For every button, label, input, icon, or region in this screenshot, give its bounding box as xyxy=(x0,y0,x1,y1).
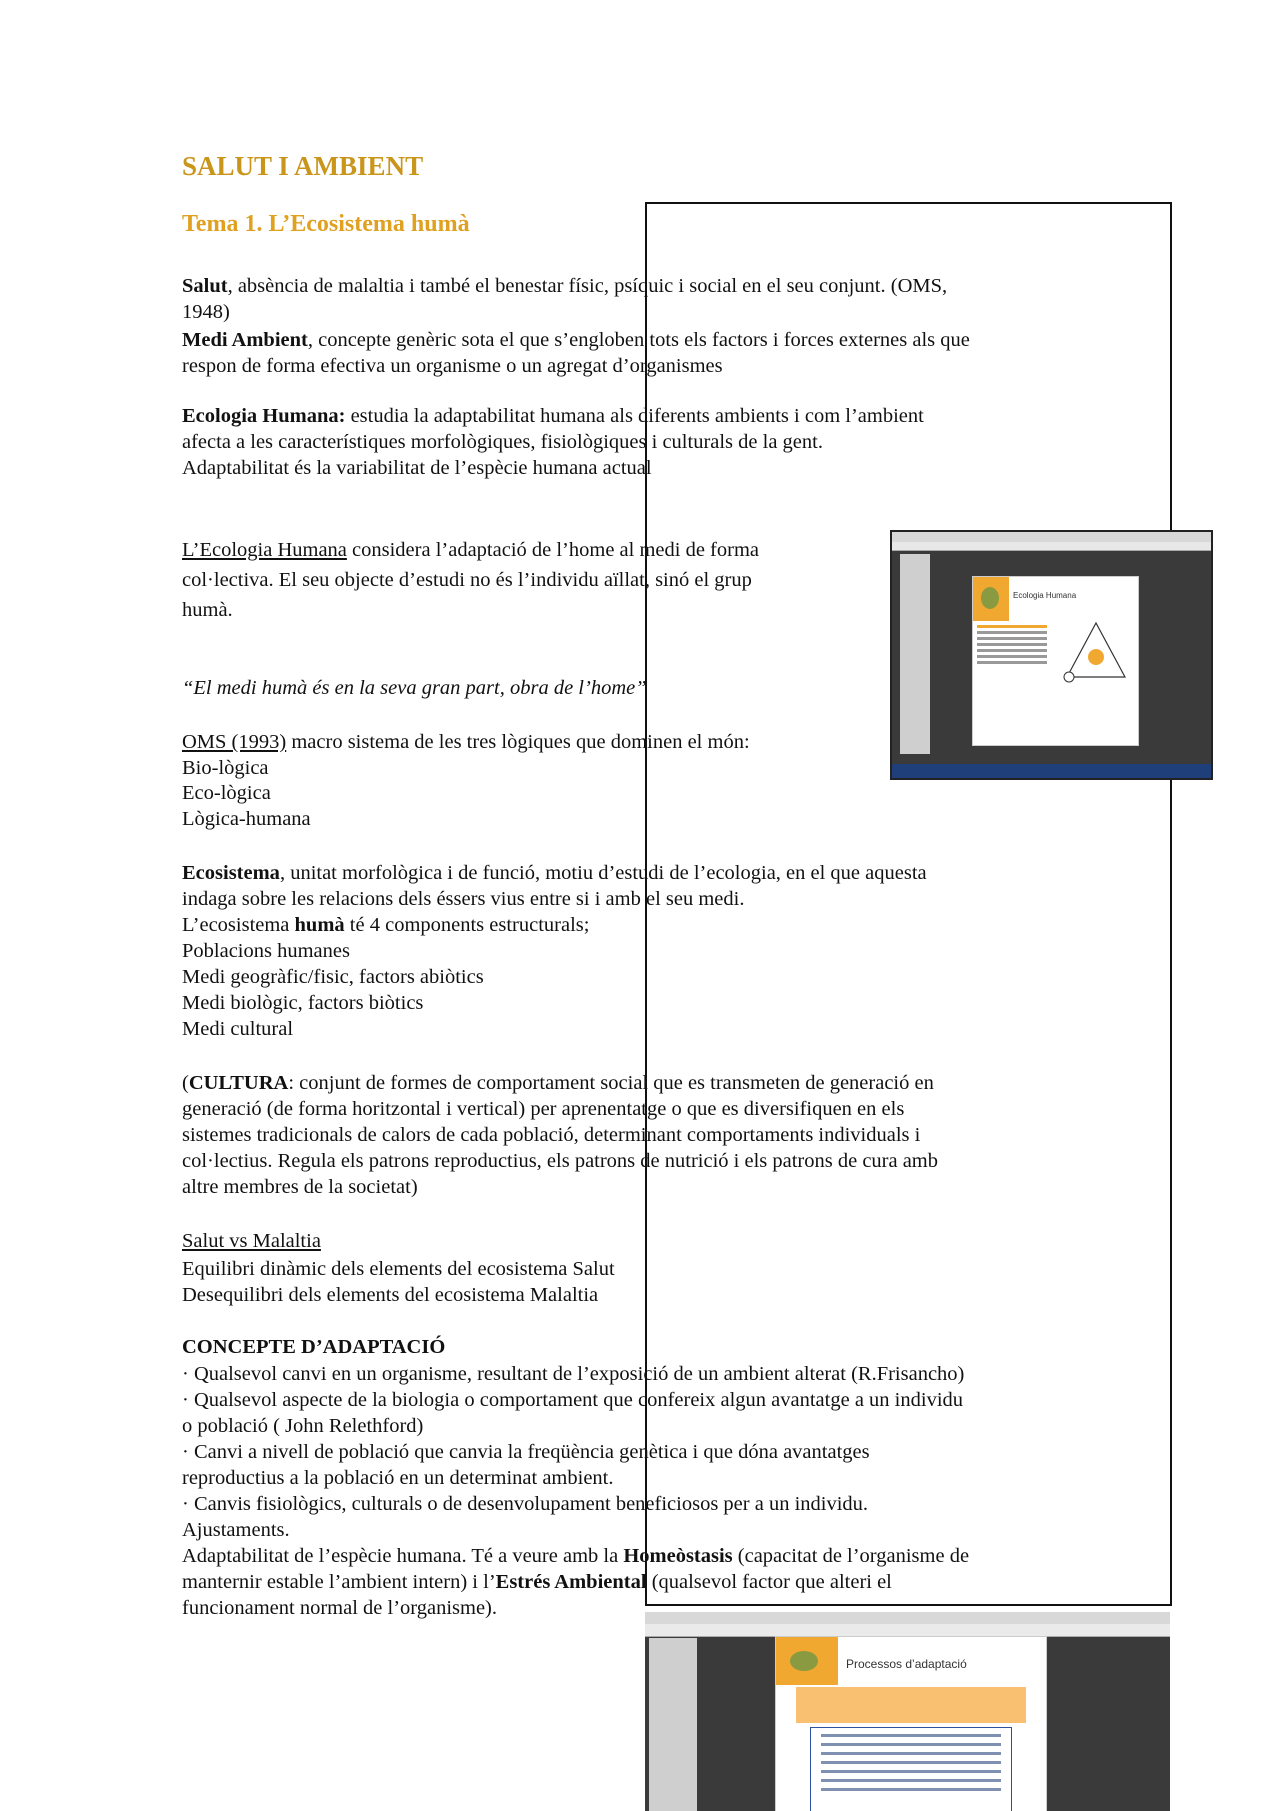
eco-term: Ecologia Humana: xyxy=(182,405,346,427)
oms-text: macro sistema de les tres lògiques que dominen el món: xyxy=(286,731,750,753)
ecosistema-huma-b: humà xyxy=(294,914,345,936)
lecologia-link[interactable]: L’Ecologia Humana xyxy=(182,539,347,561)
overlay-frame xyxy=(645,202,1172,1606)
cultura-text-4: col·lectius. Regula els patrons reproductius, els patrons de nutrició i els patrons de cura amb xyxy=(182,1150,939,1172)
oms-link[interactable]: OMS (1993) xyxy=(182,731,287,753)
salut-vs-malaltia-title: Salut vs Malaltia xyxy=(182,1230,321,1252)
slide-logo xyxy=(981,587,999,609)
homeostasis-term: Homeòstasis xyxy=(623,1545,733,1567)
salut-vs-malaltia-1: Equilibri dinàmic dels elements del ecosistema Salut xyxy=(182,1258,615,1280)
cultura-text: : conjunt de formes de comportament social que es transmeten de generació en xyxy=(288,1072,934,1094)
adaptacio-item: funcionament normal de l’organisme). xyxy=(182,1597,497,1619)
screenshot-menubar xyxy=(645,1612,1170,1624)
adaptacio-item: · Canvi a nivell de població que canvia la freqüència genètica i que dóna avantatges xyxy=(182,1441,870,1463)
screenshot-menubar xyxy=(892,532,1211,542)
adaptacio-item: · Canvis fisiològics, culturals o de desenvolupament beneficiosos per a un individu. xyxy=(182,1493,869,1515)
adaptacio-item: · Qualsevol canvi en un organisme, resultant de l’exposició de un ambient alterat (R.Frisancho) xyxy=(182,1363,965,1385)
salut-year: 1948) xyxy=(182,301,230,323)
screenshot-ecologia-humana xyxy=(890,530,1213,780)
slide-content-box xyxy=(810,1727,1012,1811)
lecologia-text-3: humà. xyxy=(182,599,233,621)
cultura-text-2: generació (de forma horitzontal i vertical) per aprenentatge o que es diversifiquen en els xyxy=(182,1098,905,1120)
screenshot-toolbar xyxy=(892,542,1211,551)
slide-accent xyxy=(973,577,1009,621)
ecosistema-term: Ecosistema xyxy=(182,862,280,884)
estres-term: Estrés Ambiental xyxy=(495,1571,647,1593)
component-item: Poblacions humanes xyxy=(182,940,350,962)
ecosistema-huma-a: L’ecosistema xyxy=(182,914,295,936)
lecologia-text: considera l’adaptació de l’home al medi de forma xyxy=(346,539,760,561)
logic-item: Lògica-humana xyxy=(182,808,311,830)
logic-item: Eco-lògica xyxy=(182,782,271,804)
slide-logo xyxy=(790,1651,818,1671)
adaptacio-item: Ajustaments. xyxy=(182,1519,290,1541)
cultura-text-3: sistemes tradicionals de calors de cada població, determinant comportaments individuals i xyxy=(182,1124,921,1146)
screenshot-side-panel xyxy=(649,1638,697,1811)
adapt-9a: manternir estable l’ambient intern) i l’ xyxy=(182,1571,496,1593)
lecologia-text-2: col·lectiva. El seu objecte d’estudi no és l’individu aïllat, sinó el grup xyxy=(182,569,752,591)
medi-definition-2: respon de forma efectiva un organisme o un agregat d’organismes xyxy=(182,355,723,377)
ecosistema-huma-c: té 4 components estructurals; xyxy=(344,914,590,936)
cultura-text-5: altre membres de la societat) xyxy=(182,1176,418,1198)
cultura-term: CULTURA xyxy=(188,1072,289,1094)
eco-definition-2: afecta a les característiques morfològiques, fisiològiques i culturals de la gent. xyxy=(182,431,823,453)
salut-definition: , absència de malaltia i també el benestar físic, psíquic i social en el seu conjunt. (OMS, xyxy=(227,275,948,297)
slide-title: Ecologia Humana xyxy=(1013,591,1077,600)
logic-item: Bio-lògica xyxy=(182,757,269,779)
eco-definition: estudia la adaptabilitat humana als diferents ambients i com l’ambient xyxy=(345,405,924,427)
adaptacio-item: o població ( John Relethford) xyxy=(182,1415,424,1437)
adapt-8a: Adaptabilitat de l’espècie humana. Té a veure amb la xyxy=(182,1545,624,1567)
quote: “El medi humà és en la seva gran part, obra de l’home” xyxy=(182,677,647,699)
screenshot-taskbar xyxy=(892,764,1211,778)
cultura-open: ( xyxy=(182,1072,189,1094)
adaptacio-item: reproductius a la població en un determinat ambient. xyxy=(182,1467,614,1489)
adapt-8c: (capacitat de l’organisme de xyxy=(732,1545,970,1567)
adaptacio-item: · Qualsevol aspecte de la biologia o comportament que confereix algun avantatge a un individu xyxy=(182,1389,964,1411)
ecosistema-definition-2: indaga sobre les relacions dels éssers vius entre si i amb el seu medi. xyxy=(182,888,745,910)
screenshot-slide xyxy=(972,576,1139,746)
screenshot-processos-adaptacio xyxy=(645,1612,1170,1811)
medi-definition: , concepte genèric sota el que s’engloben tots els factors i forces externes als que xyxy=(307,329,970,351)
ecosistema-huma-line xyxy=(182,912,589,938)
adapt-9c: (qualsevol factor que alteri el xyxy=(646,1571,892,1593)
component-item: Medi geogràfic/fisic, factors abiòtics xyxy=(182,966,484,988)
eco-definition-3: Adaptabilitat és la variabilitat de l’espècie humana actual xyxy=(182,457,652,479)
slide-title: Processos d’adaptació xyxy=(846,1657,967,1671)
slide-accent xyxy=(776,1637,838,1685)
screenshot-slide xyxy=(775,1636,1047,1811)
component-item: Medi cultural xyxy=(182,1018,294,1040)
adaptacio-title: CONCEPTE D’ADAPTACIÓ xyxy=(182,1336,446,1358)
medi-term: Medi Ambient xyxy=(182,329,308,351)
ecosistema-definition: , unitat morfològica i de funció, motiu d’estudi de l’ecologia, en el que aquesta xyxy=(279,862,927,884)
screenshot-side-panel xyxy=(900,554,930,754)
slide-triangle-diagram xyxy=(1061,617,1131,687)
slide-text-lines xyxy=(977,625,1047,667)
salut-vs-malaltia-2: Desequilibri dels elements del ecosistema Malaltia xyxy=(182,1284,599,1306)
salut-term: Salut xyxy=(182,275,228,297)
slide-highlight-band xyxy=(796,1687,1026,1723)
document-subtitle: Tema 1. L’Ecosistema humà xyxy=(182,211,470,237)
document-title: SALUT I AMBIENT xyxy=(182,151,424,181)
component-item: Medi biològic, factors biòtics xyxy=(182,992,424,1014)
